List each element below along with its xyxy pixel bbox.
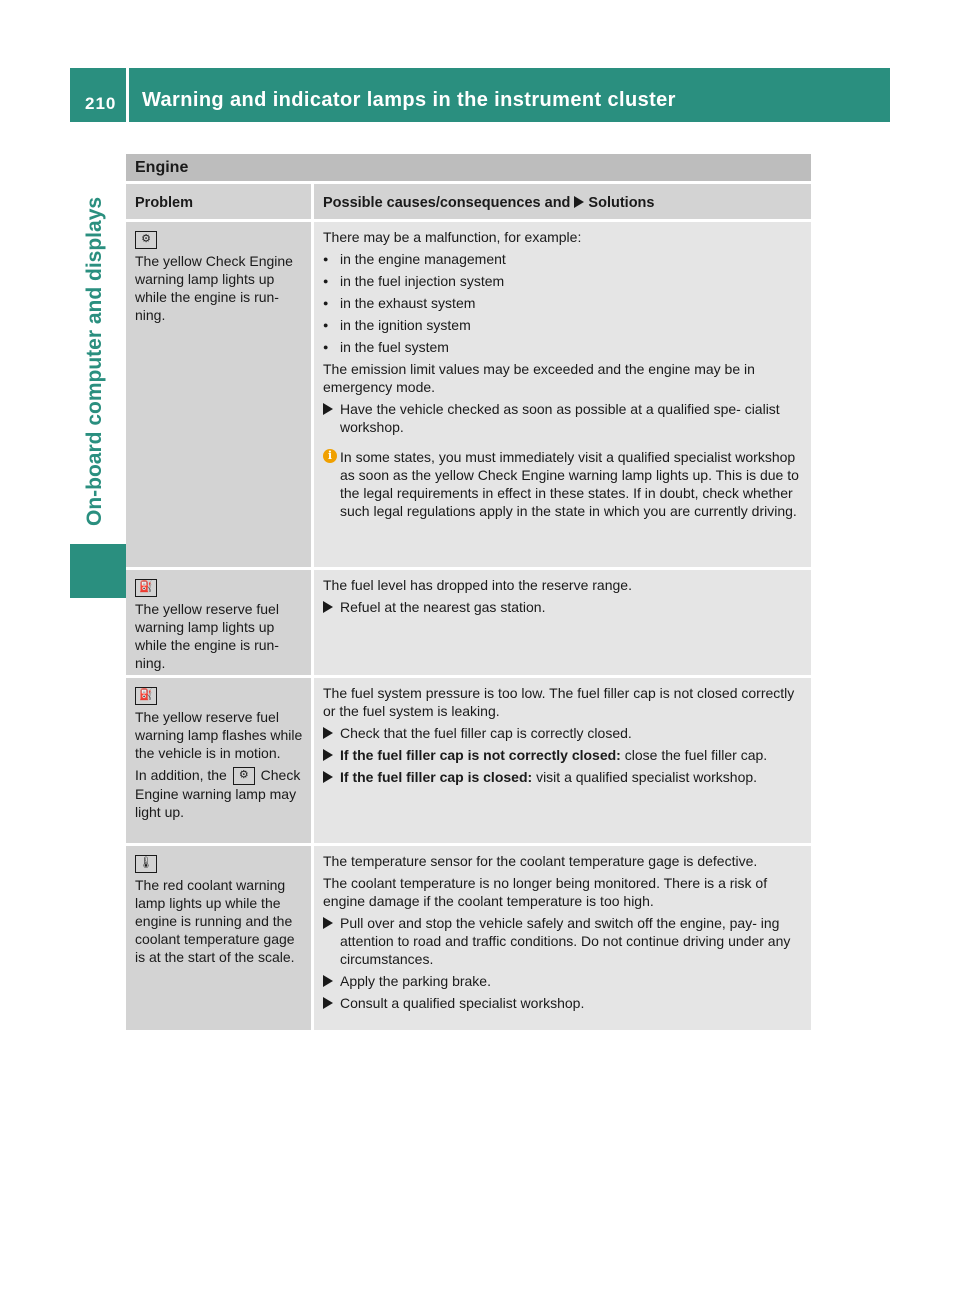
problem-extra-pre: In addition, the bbox=[135, 767, 227, 783]
table-row bbox=[126, 678, 811, 843]
list-item: ● in the ignition system bbox=[323, 316, 805, 334]
step-condition: If the fuel filler cap is closed: bbox=[340, 769, 533, 785]
check-engine-icon: ⚙ bbox=[233, 767, 255, 785]
arrow-icon bbox=[323, 601, 333, 613]
instruction-step bbox=[323, 400, 805, 436]
header-solutions-text: Solutions bbox=[588, 195, 655, 211]
info-icon: i bbox=[323, 449, 337, 463]
page-number-box bbox=[70, 68, 126, 122]
body-text: The fuel system pressure is too low. The fuel filler cap is not closed correctly or the fuel system is leaking. bbox=[323, 685, 795, 719]
step-text: Have the vehicle checked as soon as possible at a qualified spe- cialist workshop. bbox=[340, 401, 780, 435]
step-condition: If the fuel filler cap is not correctly closed: bbox=[340, 747, 621, 763]
instruction-step bbox=[323, 724, 805, 742]
problem-cell bbox=[126, 570, 311, 675]
fuel-reserve-icon: ⛽ bbox=[135, 579, 157, 597]
step-text: visit a qualified specialist workshop. bbox=[536, 769, 758, 785]
body-text: The emission limit values may be exceeded and the engine may be in emergency mode. bbox=[323, 361, 755, 395]
instruction-step bbox=[323, 598, 805, 616]
arrow-icon bbox=[323, 771, 333, 783]
body-text: The coolant temperature is no longer being monitored. There is a risk of engine damage if the coolant temperature is too high. bbox=[323, 875, 768, 909]
info-text: In some states, you must immediately visit a qualified specialist workshop as soon as the yellow Check Engine warning lamp lights up. This is due to the legal requirements in effect in these states. If in doubt, check whether such legal regulations apply in the state in which you are currently driving. bbox=[340, 449, 799, 519]
header-causes bbox=[314, 184, 811, 219]
check-engine-icon: ⚙ bbox=[135, 231, 157, 249]
body-text: The temperature sensor for the coolant temperature gage is defective. bbox=[323, 853, 758, 869]
step-text: Refuel at the nearest gas station. bbox=[340, 599, 546, 615]
problem-text: The yellow reserve fuel warning lamp lights up while the engine is run- ning. bbox=[135, 601, 279, 671]
list-item: ● in the fuel injection system bbox=[323, 272, 805, 290]
chapter-header bbox=[129, 68, 890, 122]
problem-extra-post: Check Engine warning lamp may light up. bbox=[135, 767, 301, 821]
section-title: Engine bbox=[126, 154, 811, 181]
problem-extra bbox=[135, 766, 308, 821]
solution-cell bbox=[314, 222, 811, 567]
arrow-icon bbox=[323, 997, 333, 1009]
table-row bbox=[126, 846, 811, 1030]
arrow-icon bbox=[323, 403, 333, 415]
arrow-icon bbox=[323, 975, 333, 987]
arrow-icon bbox=[574, 196, 584, 208]
problem-text: The yellow Check Engine warning lamp lights up while the engine is run- ning. bbox=[135, 253, 293, 323]
problem-text: The red coolant warning lamp lights up while the engine is running and the coolant temperature gage is at the start of the scale. bbox=[135, 877, 295, 965]
body-text: The fuel level has dropped into the reserve range. bbox=[323, 577, 632, 593]
instruction-step bbox=[323, 746, 805, 764]
arrow-icon bbox=[323, 727, 333, 739]
header-problem: Problem bbox=[126, 184, 311, 219]
instruction-step bbox=[323, 768, 805, 786]
solution-cell bbox=[314, 678, 811, 843]
step-text: close the fuel filler cap. bbox=[624, 747, 768, 763]
page-number: 210 bbox=[85, 94, 117, 113]
problem-text: The yellow reserve fuel warning lamp flashes while the vehicle is in motion. bbox=[135, 709, 303, 761]
coolant-temperature-icon: 🌡 bbox=[135, 855, 157, 873]
list-item: ● in the engine management bbox=[323, 250, 805, 268]
solution-cell bbox=[314, 846, 811, 1030]
step-text: Check that the fuel filler cap is correctly closed. bbox=[340, 725, 632, 741]
header-causes-text: Possible causes/consequences and bbox=[323, 195, 571, 211]
table-header-row bbox=[126, 184, 811, 219]
table-row bbox=[126, 570, 811, 675]
chapter-title: Warning and indicator lamps in the instrument cluster bbox=[142, 89, 676, 111]
table-row bbox=[126, 222, 811, 567]
fuel-reserve-icon: ⛽ bbox=[135, 687, 157, 705]
step-text: Apply the parking brake. bbox=[340, 973, 491, 989]
problem-cell bbox=[126, 222, 311, 567]
arrow-icon bbox=[323, 917, 333, 929]
side-label-text: On-board computer and displays bbox=[83, 196, 106, 526]
instruction-step bbox=[323, 994, 805, 1012]
side-label bbox=[83, 196, 113, 926]
solution-cell bbox=[314, 570, 811, 675]
info-note bbox=[323, 448, 805, 520]
problem-cell bbox=[126, 678, 311, 843]
engine-table bbox=[126, 154, 811, 1030]
arrow-icon bbox=[323, 749, 333, 761]
instruction-step bbox=[323, 914, 805, 968]
intro-text: There may be a malfunction, for example: bbox=[323, 229, 582, 245]
step-text: Pull over and stop the vehicle safely and switch off the engine, pay- ing attention to road and traffic conditions. Do not continue driving under any circumstances. bbox=[340, 915, 791, 967]
instruction-step bbox=[323, 972, 805, 990]
list-item: ● in the exhaust system bbox=[323, 294, 805, 312]
step-text: Consult a qualified specialist workshop. bbox=[340, 995, 585, 1011]
problem-cell bbox=[126, 846, 311, 1030]
list-item: ● in the fuel system bbox=[323, 338, 805, 356]
